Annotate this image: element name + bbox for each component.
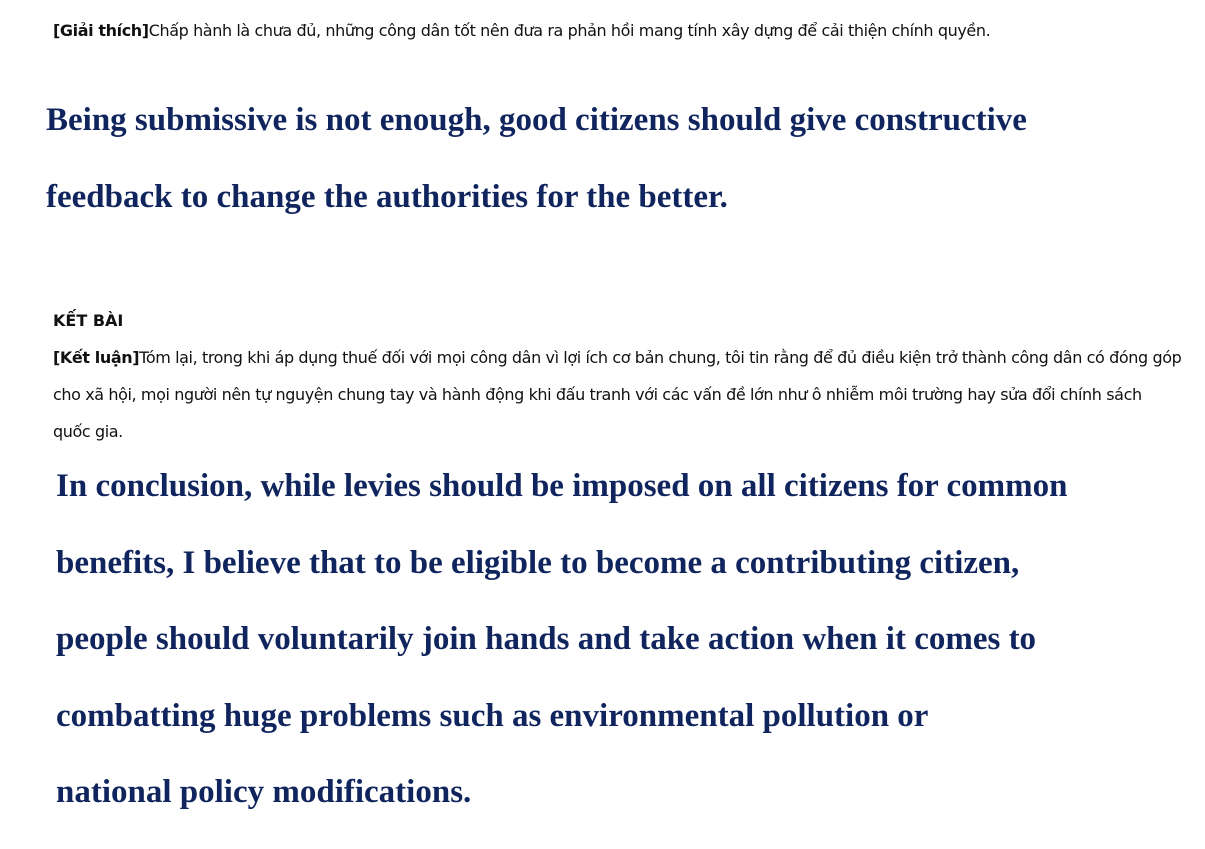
conclusion-text: Tóm lại, trong khi áp dụng thuế đối với mọi công dân vì lợi ích cơ bản chung, tôi tin rằng để đủ điều kiện trở thành công dân có đóng góp cho xã hội, mọi người nên tự nguyện chung tay và hành động khi đấu tranh với các vấn đề lớn như ô nhiễm môi trường hay sửa đổi chính sách quốc gia. xyxy=(53,348,1182,441)
english-translation-2 xyxy=(56,448,1067,831)
english-line: benefits, I believe that to be eligible to become a contributing citizen, xyxy=(56,544,1020,581)
english-line: people should voluntarily join hands and take action when it comes to xyxy=(56,621,1037,657)
explanation-paragraph xyxy=(53,12,1183,49)
section-heading: KẾT BÀI xyxy=(53,311,124,330)
english-line: Being submissive is not enough, good citizens should give constructive xyxy=(46,102,1027,138)
explanation-label: [Giải thích] xyxy=(53,21,149,40)
conclusion-label: [Kết luận] xyxy=(53,348,140,367)
english-line: feedback to change the authorities for the better. xyxy=(46,178,728,215)
english-line: In conclusion, while levies should be imposed on all citizens for common xyxy=(56,468,1068,504)
english-translation-1 xyxy=(46,82,1027,235)
conclusion-paragraph xyxy=(53,339,1183,450)
english-line: national policy modifications. xyxy=(56,774,472,810)
english-line: combatting huge problems such as environmental pollution or xyxy=(56,697,929,734)
explanation-text: Chấp hành là chưa đủ, những công dân tốt nên đưa ra phản hồi mang tính xây dựng để cải thiện chính quyền. xyxy=(148,21,991,40)
